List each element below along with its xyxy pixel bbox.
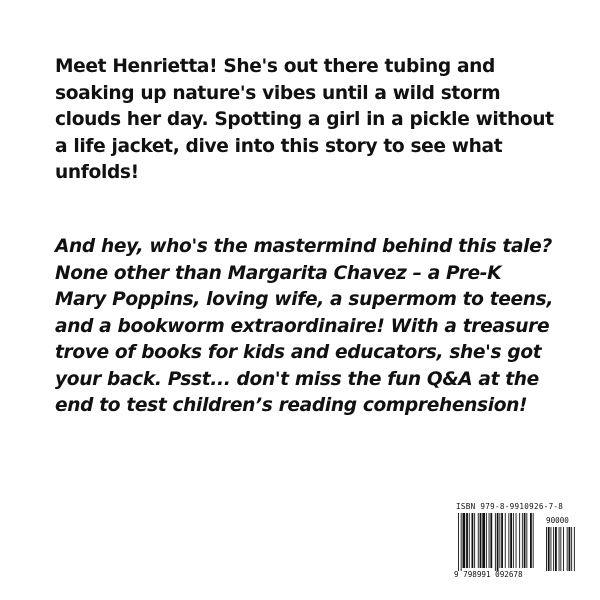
barcode-bar xyxy=(461,513,462,571)
barcode-addon-bar xyxy=(560,527,561,571)
barcode-bar xyxy=(474,513,475,568)
ean-digits: 9 798991 092678 xyxy=(454,570,523,579)
barcode-addon-bar xyxy=(548,527,550,571)
barcode-bar xyxy=(513,513,514,568)
barcode-addon-bar xyxy=(559,527,560,571)
barcode-bar xyxy=(508,513,509,568)
barcode-bar xyxy=(530,513,532,568)
barcode-bar xyxy=(501,513,503,568)
barcode-bar xyxy=(526,513,527,568)
isbn-barcode xyxy=(448,500,588,584)
barcode-bar xyxy=(472,513,474,568)
isbn-label: ISBN 979-8-9910926-7-8 xyxy=(456,502,564,511)
barcode-addon-bar xyxy=(571,527,572,571)
barcode-bar xyxy=(458,513,459,571)
barcode-bar xyxy=(478,513,479,568)
barcode-bar xyxy=(466,513,468,568)
barcode-bar xyxy=(482,513,485,568)
barcode-bar xyxy=(489,513,490,568)
barcode-addon-bar xyxy=(551,527,552,571)
barcode-bar xyxy=(463,513,466,568)
barcode-bar xyxy=(505,513,506,568)
barcode-bar xyxy=(519,513,520,568)
author-bio-paragraph: And hey, who's the mastermind behind this tale? None other than Margarita Chavez – a Pre-K Mary Poppins, loving wife, a supermom to teens, and a bookworm extraordinaire! With a treasure trove of books for kids and educators, she's got your back. Psst... don't miss the fun Q&A at the end to test children’s reading comprehension! xyxy=(55,236,554,416)
synopsis-paragraph: Meet Henrietta! She's out there tubing and soaking up nature's vibes until a wild storm clouds her day. Spotting a girl in a pickle without a life jacket, dive into this story to see what unfolds! xyxy=(55,56,554,183)
barcode-addon-bar xyxy=(555,527,557,571)
barcode-addon-bar xyxy=(563,527,564,571)
barcode-bar xyxy=(497,513,499,571)
barcode-addon-bar xyxy=(567,527,568,571)
barcode-addon-bar xyxy=(553,527,554,571)
barcode-bar xyxy=(533,513,534,568)
barcode-bar xyxy=(516,513,517,568)
barcode-bar xyxy=(510,513,512,568)
barcode-bar xyxy=(524,513,526,568)
barcode-bar xyxy=(469,513,470,568)
barcode-bar xyxy=(499,513,500,568)
barcode-addon-bar xyxy=(546,527,547,571)
barcode-bar xyxy=(522,513,523,568)
barcode-bar xyxy=(486,513,487,568)
barcode-bar xyxy=(490,513,492,568)
barcode-addon-bar xyxy=(574,527,575,571)
price-code: 90000 xyxy=(546,516,569,525)
barcode-bar xyxy=(480,513,482,568)
barcode-addon-bar xyxy=(569,527,571,571)
barcode-bar xyxy=(495,513,496,571)
